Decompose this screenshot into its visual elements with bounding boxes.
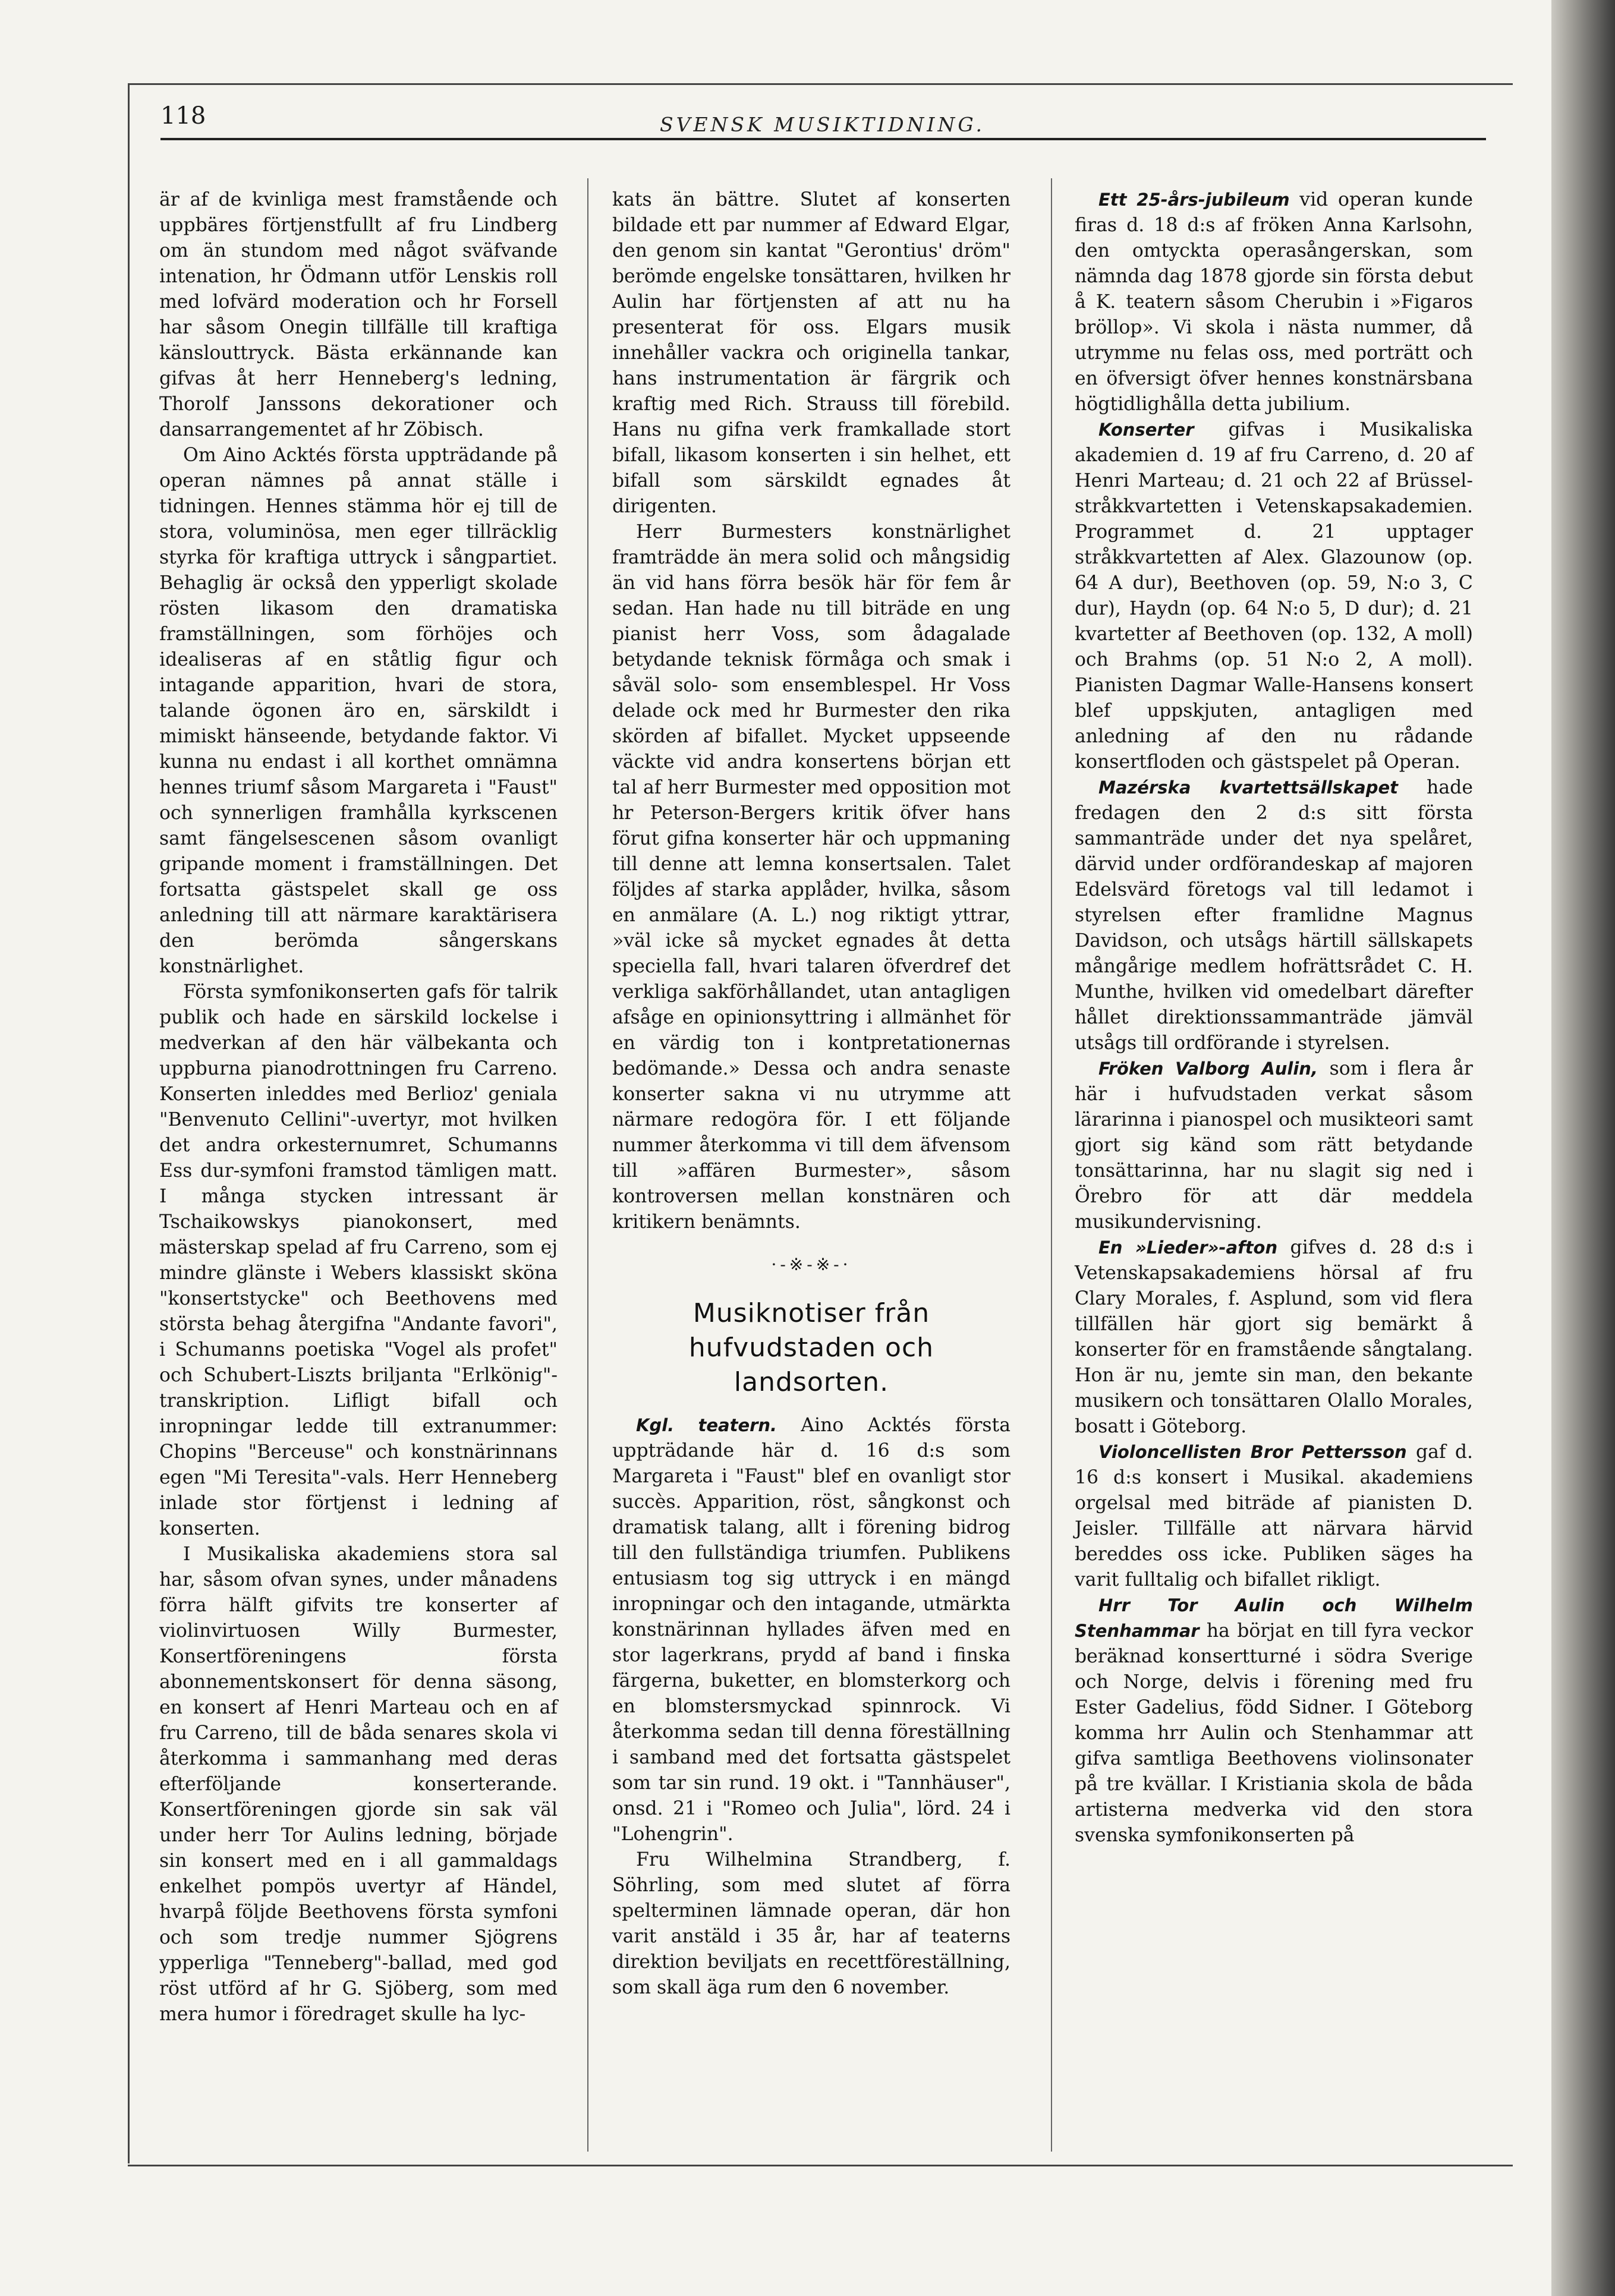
notice-text: gaf d. 16 d:s konsert i Musikal. akademiens orgelsal med biträde af pianisten D. Jeisler. Tillfälle att närvara härvid bereddes oss icke. Publiken säges ha varit fulltalig och bifallet rikligt. xyxy=(1075,1441,1473,1590)
notice-paragraph xyxy=(1075,1593,1473,1848)
notice-text: gifves d. 28 d:s i Vetenskapsakademiens hörsal af fru Clary Morales, f. Asplund, som vid flera tillfällen här gjort sig bemärkt å konserter för en framstående sångtalang. Hon är nu, jemte sin man, den bekante musikern och tonsättaren Olallo Morales, bosatt i Göteborg. xyxy=(1075,1237,1473,1437)
notice-lead: Konserter xyxy=(1098,420,1194,440)
notice-lead: Mazérska kvartettsällskapet xyxy=(1098,777,1399,798)
notice-text: Fru Wilhelmina Strandberg, f. Söhrling, som med slutet af förra spelterminen lämnade operan, där hon varit anstäld i 35 år, har af teaterns direktion beviljats en recettföreställning, som skall äga rum den 6 november. xyxy=(612,1849,1010,1998)
notice-lead: En »Lieder»-afton xyxy=(1098,1237,1278,1258)
notice-paragraph xyxy=(612,1847,1010,2001)
notice-paragraph xyxy=(1075,775,1473,1056)
column-3 xyxy=(1075,187,1473,1848)
frame-bottom-line xyxy=(128,2165,1513,2166)
notice-text: vid operan kunde firas d. 18 d:s af fröken Anna Karlsohn, den omtyckta operasångerskan, som nämnda dag 1878 gjorde sin första debut å K. teatern såsom Cherubin i »Figaros bröllop». Vi skola i nästa nummer, då utrymme nu felas oss, med porträtt och en öfversigt öfver hennes konstnärsbana högtidlighålla detta jubilium. xyxy=(1075,189,1474,415)
notice-text: Aino Acktés första uppträdande här d. 16 d:s som Margareta i "Faust" blef en ovanligt stor succès. Apparition, röst, sångkonst och dramatisk talang, allt i förening bidrog till den fullständiga triumfen. Publikens entusiasm tog sig uttryck i en mängd inropningar och den intagande, utmärkta konstnärinnan hyllades äfven med en stor lagerkrans, prydd af band i finska färgerna, buketter, en blomsterkorg och en blomstersmyckad spinnrock. Vi återkomma sedan till denna föreställning i samband med det fortsatta gästspelet som tar sin rund. 19 okt. i "Tannhäuser", onsd. 21 i "Romeo och Julia", lörd. 24 i "Lohengrin". xyxy=(612,1415,1010,1845)
frame-left-line xyxy=(128,83,130,2163)
notice-lead: Hrr Tor Aulin och Wilhelm Stenhammar xyxy=(1075,1595,1473,1641)
notice-lead: Kgl. teatern. xyxy=(636,1415,777,1435)
notice-text: hade fredagen den 2 d:s sitt första sammanträde under det nya spelåret, därvid under ordförandeskap af majoren Edelsvärd företogs val till ledamot i styrelsen efter framlidne Magnus Davidson, och utsågs härtill sällskapets mångårige medlem hofrättsrådet C. H. Munthe, hvilken vid omedelbart därefter hållet direktionssammanträde jämväl utsågs till ordförande i styrelsen. xyxy=(1075,777,1473,1054)
scan-edge-shadow xyxy=(1545,0,1615,2296)
notice-lead: Ett 25-års-jubileum xyxy=(1098,190,1290,210)
notice-paragraph xyxy=(1075,187,1473,417)
column-separator xyxy=(587,178,588,2152)
section-heading: Musiknotiser från hufvudstaden och landsorten. xyxy=(688,1298,934,1397)
paragraph: Första symfonikonserten gafs för talrik publik och hade en särskild lockelse i medverkan af den här välbekanta och uppburna pianodrottningen fru Carreno. Konserten inleddes med Berlioz' geniala "Benvenuto Cellini"-uvertyr, mot hvilken det andra orkesternumret, Schumanns Ess dur-symfoni framstod tämligen matt. I många stycken intressant är Tschaikowskys pianokonsert, med mästerskap spelad af fru Carreno, som ej mindre glänste i Webers klassiskt sköna "konsertstycke" och Beethovens med största behag återgifna "Andante favori", i Schumanns poetiska "Vogel als profet" och Schubert-Liszts briljanta "Erlkönig"-transkription. Lifligt bifall och inropningar ledde till extranummer: Chopins "Berceuse" och konstnärinnans egen "Mi Teresita"-vals. Herr Henneberg inlade stor förtjenst i ledning af konserten. xyxy=(159,981,558,1539)
notice-lead: Fröken Valborg Aulin, xyxy=(1098,1059,1318,1079)
header-rule xyxy=(160,138,1486,140)
column-separator xyxy=(1051,178,1052,2152)
section-ornament: ·-※-※-· xyxy=(771,1255,852,1274)
paragraph: kats än bättre. Slutet af konserten bildade ett par nummer af Edward Elgar, den genom sin kantat "Gerontius' dröm" berömde engelske tonsättaren, hvilken hr Aulin har förtjensten af att nu ha presenterat för oss. Elgars musik innehåller vackra och originella tankar, hans instrumentation är färgrik och kraftig med Rich. Strauss till förebild. Hans nu gifna verk framkallade stort bifall, likasom konserten i sin helhet, ett bifall som särskildt egnades åt dirigenten. xyxy=(612,189,1010,517)
paragraph: Om Aino Acktés första uppträdande på operan nämnes på annat ställe i tidningen. Hennes stämma hör ej till de stora, voluminösa, men eger tillräcklig styrka för kraftiga uttryck i sångpartiet. Behaglig är också den ypperligt skolade rösten likasom den dramatiska framställningen, som förhöjes och idealiseras af en ståtlig figur och intagande apparition, hvari de stora, talande ögonen äro en, särskildt i mimiskt hänseende, betydande faktor. Vi kunna nu endast i all korthet omnämna hennes triumf såsom Margareta i "Faust" och synnerligen framhålla kyrkscenen samt fängelsescenen såsom ovanligt gripande moment i framställningen. Det fortsatta gästspelet skall ge oss anledning till att närmare karaktärisera den berömda sångerskans konstnärlighet. xyxy=(159,445,558,977)
notice-paragraph xyxy=(1075,1235,1473,1440)
paragraph: är af de kvinliga mest framstående och uppbäres förtjenstfullt af fru Lindberg om än stundom med något sväfvande intenation, hr Ödmann utför Lenskis roll med lofvärd moderation och hr Forsell har såsom Onegin tillfälle till kraftiga känslouttryck. Bästa erkännande kan gifvas åt herr Henneberg's ledning, Thorolf Janssons dekorationer och dansarrangementet af hr Zöbisch. xyxy=(159,189,558,440)
frame-top-line xyxy=(128,83,1513,85)
notice-text: som i flera år här i hufvudstaden verkat såsom lärarinna i pianospel och musikteori samt gjort sig känd som rätt betydande tonsättarinna, har nu slagit sig ned i Örebro för att där meddela musikundervisning. xyxy=(1075,1058,1473,1233)
notice-text: gifvas i Musikaliska akademien d. 19 af fru Carreno, d. 20 af Henri Marteau; d. 21 och 22 af Brüssel-stråkkvartetten i Vetenskapsakademien. Programmet d. 21 upptager stråkkvartetten af Alex. Glazounow (op. 64 A dur), Beethoven (op. 59, N:o 3, C dur), Haydn (op. 64 N:o 5, D dur); d. 21 kvartetter af Beethoven (op. 132, A moll) och Brahms (op. 51 N:o 2, A moll). Pianisten Dagmar Walle-Hansens konsert blef uppskjuten, antagligen med anledning af den nu rådande konsertfloden och gästspelet på Operan. xyxy=(1075,419,1473,773)
notice-paragraph xyxy=(1075,417,1473,775)
notice-text: ha börjat en till fyra veckor beräknad konsertturné i södra Sverige och Norge, delvis i förening med fru Ester Gadelius, född Sidner. I Göteborg komma hrr Aulin och Stenhammar att gifva samtliga Beethovens violinsonater på tre kvällar. I Kristiania skola de båda artisterna medverka vid den stora svenska symfonikonserten på xyxy=(1075,1620,1473,1846)
notice-paragraph xyxy=(612,1413,1010,1847)
paragraph: I Musikaliska akademiens stora sal har, såsom ofvan synes, under månadens förra hälft gifvits tre konserter af violinvirtuosen Willy Burmester, Konsertföreningens första abonnementskonsert för denna säsong, en konsert af Henri Marteau och en af fru Carreno, till de båda senares skola vi återkomma i sammanhang med deras efterföljande konserterande. Konsertföreningen gjorde sin sak väl under herr Tor Aulins ledning, började sin konsert med en i all gammaldags enkelhet pompös uvertyr af Händel, hvarpå följde Beethovens första symfoni och som tredje nummer Sjögrens ypperliga "Tenneberg"-ballad, med god röst utförd af hr G. Sjöberg, som med mera humor i föredraget skulle ha lyc- xyxy=(159,1544,558,2025)
journal-title: SVENSK MUSIKTIDNING. xyxy=(660,113,986,136)
column-1 xyxy=(159,187,558,2027)
paragraph: Herr Burmesters konstnärlighet framträdde än mera solid och mångsidig än vid hans förra besök här för fem år sedan. Han hade nu till biträde en ung pianist herr Voss, som ådagalade betydande teknisk förmåga och smak i såväl solo- som ensemblespel. Hr Voss delade ock med hr Burmester den rika skörden af bifallet. Mycket uppseende väckte vid andra konsertens början ett tal af herr Burmester med opposition mot hr Peterson-Bergers kritik öfver hans förut gifna konserter här och uppmaning till denne att lemna konsertsalen. Talet följdes af starka applåder, hvilka, såsom en anmälare (A. L.) nog riktigt yttrar, »väl icke så mycket egnades åt detta speciella fall, hvari talaren öfverdref det verkliga sakförhållandet, utan antagligen afsåge en opinionsyttring i allmänhet för en värdig ton i kontpretationernas bedömande.» Dessa och andra senaste konserter sakna vi nu utrymme att närmare redogöra för. I ett följande nummer återkomma vi till dem äfvensom till »affären Burmester», såsom kontroversen mellan konstnären och kritikern benämnts. xyxy=(612,521,1010,1233)
column-2 xyxy=(612,187,1010,2001)
page-number: 118 xyxy=(160,102,206,130)
notice-paragraph xyxy=(1075,1440,1473,1593)
notice-lead: Violoncellisten Bror Pettersson xyxy=(1098,1442,1407,1462)
notice-paragraph xyxy=(1075,1056,1473,1235)
